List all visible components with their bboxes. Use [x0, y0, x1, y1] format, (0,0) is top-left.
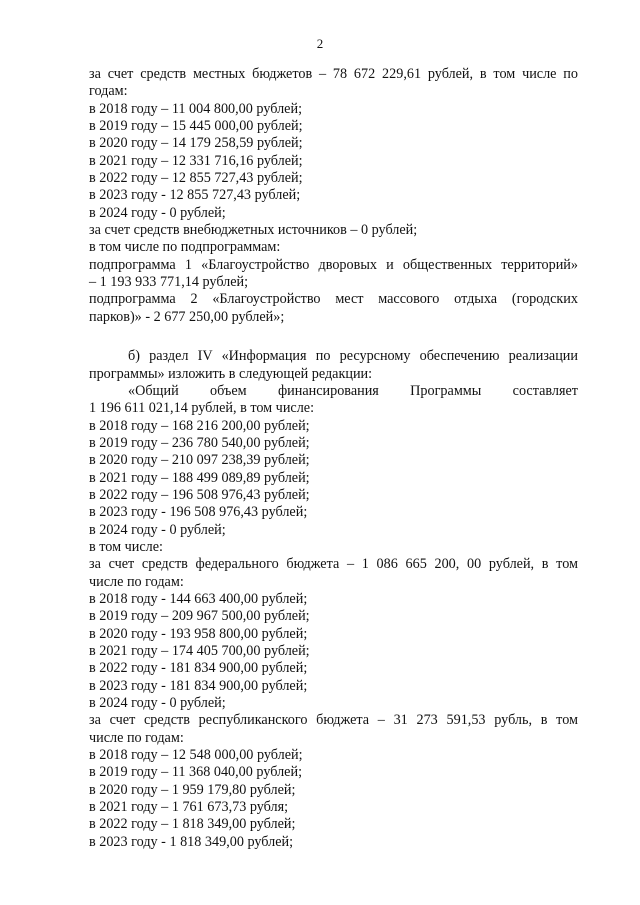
text-line: в 2020 году – 1 959 179,80 рублей;: [89, 781, 296, 798]
text-line: в 2021 году – 1 761 673,73 рубля;: [89, 799, 289, 816]
text-line: в 2022 году - 181 834 900,00 рублей;: [89, 660, 308, 677]
funding-local-section: [89, 66, 578, 326]
text-line: парков)» - 2 677 250,00 рублей»;: [89, 308, 285, 325]
section-iv-amendment: [89, 348, 578, 851]
document-body: [89, 66, 578, 851]
text-line: в 2022 году – 1 818 349,00 рублей;: [89, 816, 296, 833]
text-line: в 2019 году – 11 368 040,00 рублей;: [89, 764, 303, 781]
text-line: 1 196 611 021,14 рублей, в том числе:: [89, 400, 315, 417]
text-line: в 2019 году – 15 445 000,00 рублей;: [89, 118, 303, 135]
text-line: в 2022 году – 12 855 727,43 рублей;: [89, 170, 303, 187]
text-line: б) раздел IV «Информация по ресурсному обеспечению реализации: [128, 348, 578, 365]
text-line: в 2023 году - 196 508 976,43 рублей;: [89, 504, 308, 521]
text-line: в 2019 году – 209 967 500,00 рублей;: [89, 608, 310, 625]
text-line: программы» изложить в следующей редакции:: [89, 365, 373, 382]
text-line: в 2022 году – 196 508 976,43 рублей;: [89, 486, 310, 503]
text-line: в 2021 году – 188 499 089,89 рублей;: [89, 469, 310, 486]
text-line: в 2020 году – 210 097 238,39 рублей;: [89, 452, 310, 469]
text-line: подпрограмма 1 «Благоустройство дворовых и общественных территорий»: [89, 256, 578, 273]
text-line: в 2024 году - 0 рублей;: [89, 521, 226, 538]
paragraph-gap: [89, 326, 578, 348]
text-line: в 2020 году – 14 179 258,59 рублей;: [89, 135, 303, 152]
text-line: в 2018 году – 168 216 200,00 рублей;: [89, 417, 310, 434]
text-line: подпрограмма 2 «Благоустройство мест массового отдыха (городских: [89, 291, 578, 308]
text-line: в 2024 году - 0 рублей;: [89, 204, 226, 221]
text-line: «Общий объем финансирования Программы составляет: [128, 382, 578, 399]
text-line: числе по годам:: [89, 729, 184, 746]
text-line: в том числе по подпрограммам:: [89, 239, 281, 256]
page-number: 2: [316, 36, 324, 51]
text-line: за счет средств федерального бюджета – 1 086 665 200, 00 рублей, в том: [89, 556, 578, 573]
text-line: в 2019 году – 236 780 540,00 рублей;: [89, 434, 310, 451]
text-line: числе по годам:: [89, 573, 184, 590]
text-line: в 2021 году – 174 405 700,00 рублей;: [89, 643, 310, 659]
text-line: за счет средств республиканского бюджета – 31 273 591,53 рубль, в том: [89, 712, 578, 729]
text-line: в 2024 году - 0 рублей;: [89, 695, 226, 712]
text-line: за счет средств местных бюджетов – 78 672 229,61 рублей, в том числе по: [89, 66, 578, 82]
text-line: в 2023 году - 181 834 900,00 рублей;: [89, 677, 308, 694]
text-line: в 2018 году - 144 663 400,00 рублей;: [89, 590, 308, 607]
text-line: в 2023 году - 1 818 349,00 рублей;: [89, 833, 294, 850]
text-line: в 2018 году – 12 548 000,00 рублей;: [89, 747, 303, 764]
text-line: в 2020 году - 193 958 800,00 рублей;: [89, 625, 308, 642]
text-line: в 2023 году - 12 855 727,43 рублей;: [89, 187, 301, 204]
text-line: годам:: [89, 83, 128, 100]
text-line: за счет средств внебюджетных источников – 0 рублей;: [89, 222, 418, 239]
text-line: в 2021 году – 12 331 716,16 рублей;: [89, 152, 303, 169]
text-line: – 1 193 933 771,14 рублей;: [89, 274, 249, 291]
text-line: в 2018 году – 11 004 800,00 рублей;: [89, 100, 303, 117]
text-line: в том числе:: [89, 538, 163, 555]
